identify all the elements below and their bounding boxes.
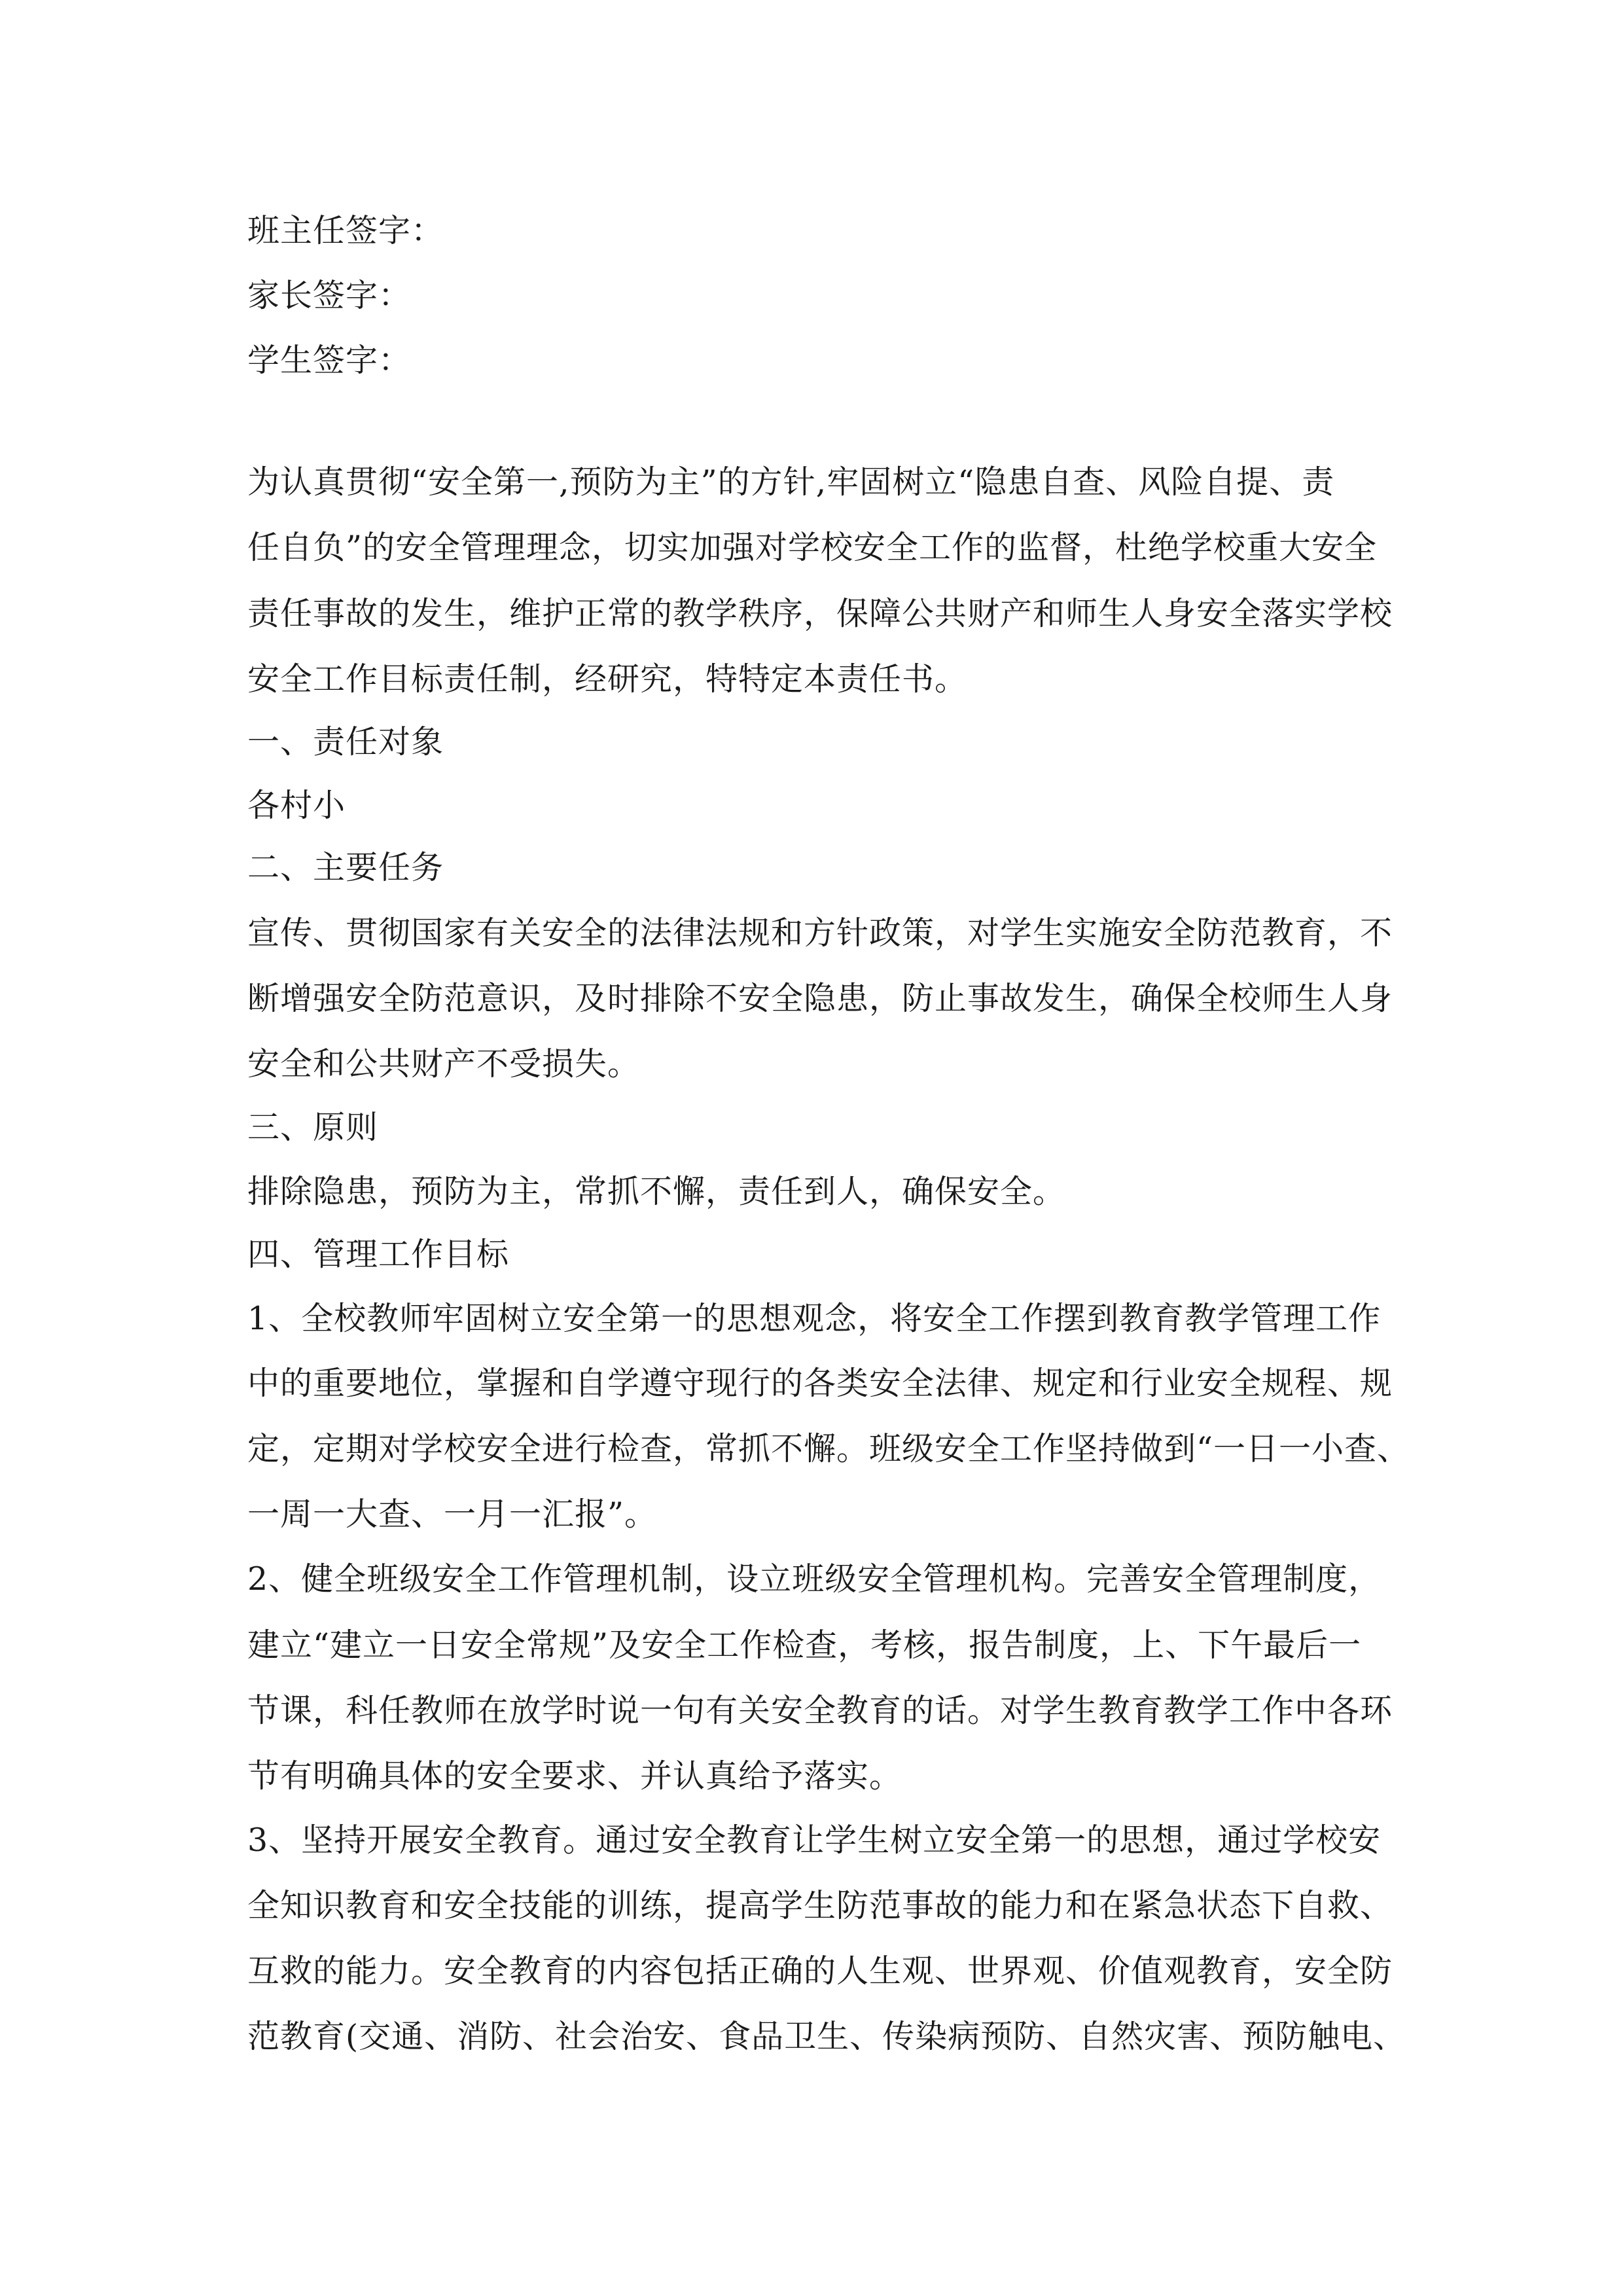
intro-paragraph-line: 责任事故的发生，维护正常的教学秩序，保障公共财产和师生人身安全落实学校	[247, 595, 1393, 632]
section-heading: 一、责任对象	[247, 723, 444, 761]
list-item-line: 一周一大查、一月一汇报”。	[247, 1496, 658, 1533]
list-item-line: 节有明确具体的安全要求、并认真给予落实。	[247, 1757, 902, 1795]
list-item-line: 节课，科任教师在放学时说一句有关安全教育的话。对学生教育教学工作中各环	[247, 1692, 1393, 1729]
section-heading: 二、主要任务	[247, 849, 444, 886]
list-item-line: 中的重要地位，掌握和自学遵守现行的各类安全法律、规定和行业安全规程、规	[247, 1365, 1393, 1402]
list-item-line: 2、健全班级安全工作管理机制，设立班级安全管理机构。完善安全管理制度，	[247, 1560, 1382, 1598]
section-body-line: 排除隐患，预防为主，常抓不懈，责任到人，确保安全。	[247, 1173, 1066, 1210]
list-item-line: 范教育(交通、消防、社会治安、食品卫生、传染病预防、自然灾害、预防触电、	[247, 2018, 1406, 2055]
section-heading: 三、原则	[247, 1109, 379, 1146]
list-item-line: 全知识教育和安全技能的训练，提高学生防范事故的能力和在紧急状态下自救、	[247, 1887, 1393, 1924]
section-body-line: 各村小	[247, 787, 346, 824]
section-heading: 四、管理工作目标	[247, 1236, 510, 1273]
section-body-line: 安全和公共财产不受损失。	[247, 1045, 641, 1083]
list-item-line: 3、坚持开展安全教育。通过安全教育让学生树立安全第一的思想，通过学校安	[247, 1821, 1382, 1859]
section-body-line: 宣传、贯彻国家有关安全的法律法规和方针政策，对学生实施安全防范教育，不	[247, 914, 1393, 952]
list-item-line: 互救的能力。安全教育的内容包括正确的人生观、世界观、价值观教育，安全防	[247, 1952, 1393, 1990]
section-body-line: 断增强安全防范意识，及时排除不安全隐患，防止事故发生，确保全校师生人身	[247, 980, 1393, 1017]
list-item-line: 1、全校教师牢固树立安全第一的思想观念，将安全工作摆到教育教学管理工作	[247, 1300, 1382, 1337]
intro-paragraph-line: 为认真贯彻“安全第一,预防为主”的方针,牢固树立“隐患自查、风险自提、责	[247, 463, 1335, 501]
intro-paragraph-line: 任自负”的安全管理理念，切实加强对学校安全工作的监督，杜绝学校重大安全	[247, 529, 1378, 566]
intro-paragraph-line: 安全工作目标责任制，经研究，特特定本责任书。	[247, 660, 968, 698]
head-teacher-signature-label: 班主任签字：	[247, 212, 444, 249]
student-signature-label: 学生签字：	[247, 342, 412, 379]
list-item-line: 定，定期对学校安全进行检查，常抓不懈。班级安全工作坚持做到“一日一小查、	[247, 1430, 1410, 1467]
parent-signature-label: 家长签字：	[247, 277, 412, 314]
list-item-line: 建立“建立一日安全常规”及安全工作检查，考核，报告制度，上、下午最后一	[247, 1626, 1362, 1664]
